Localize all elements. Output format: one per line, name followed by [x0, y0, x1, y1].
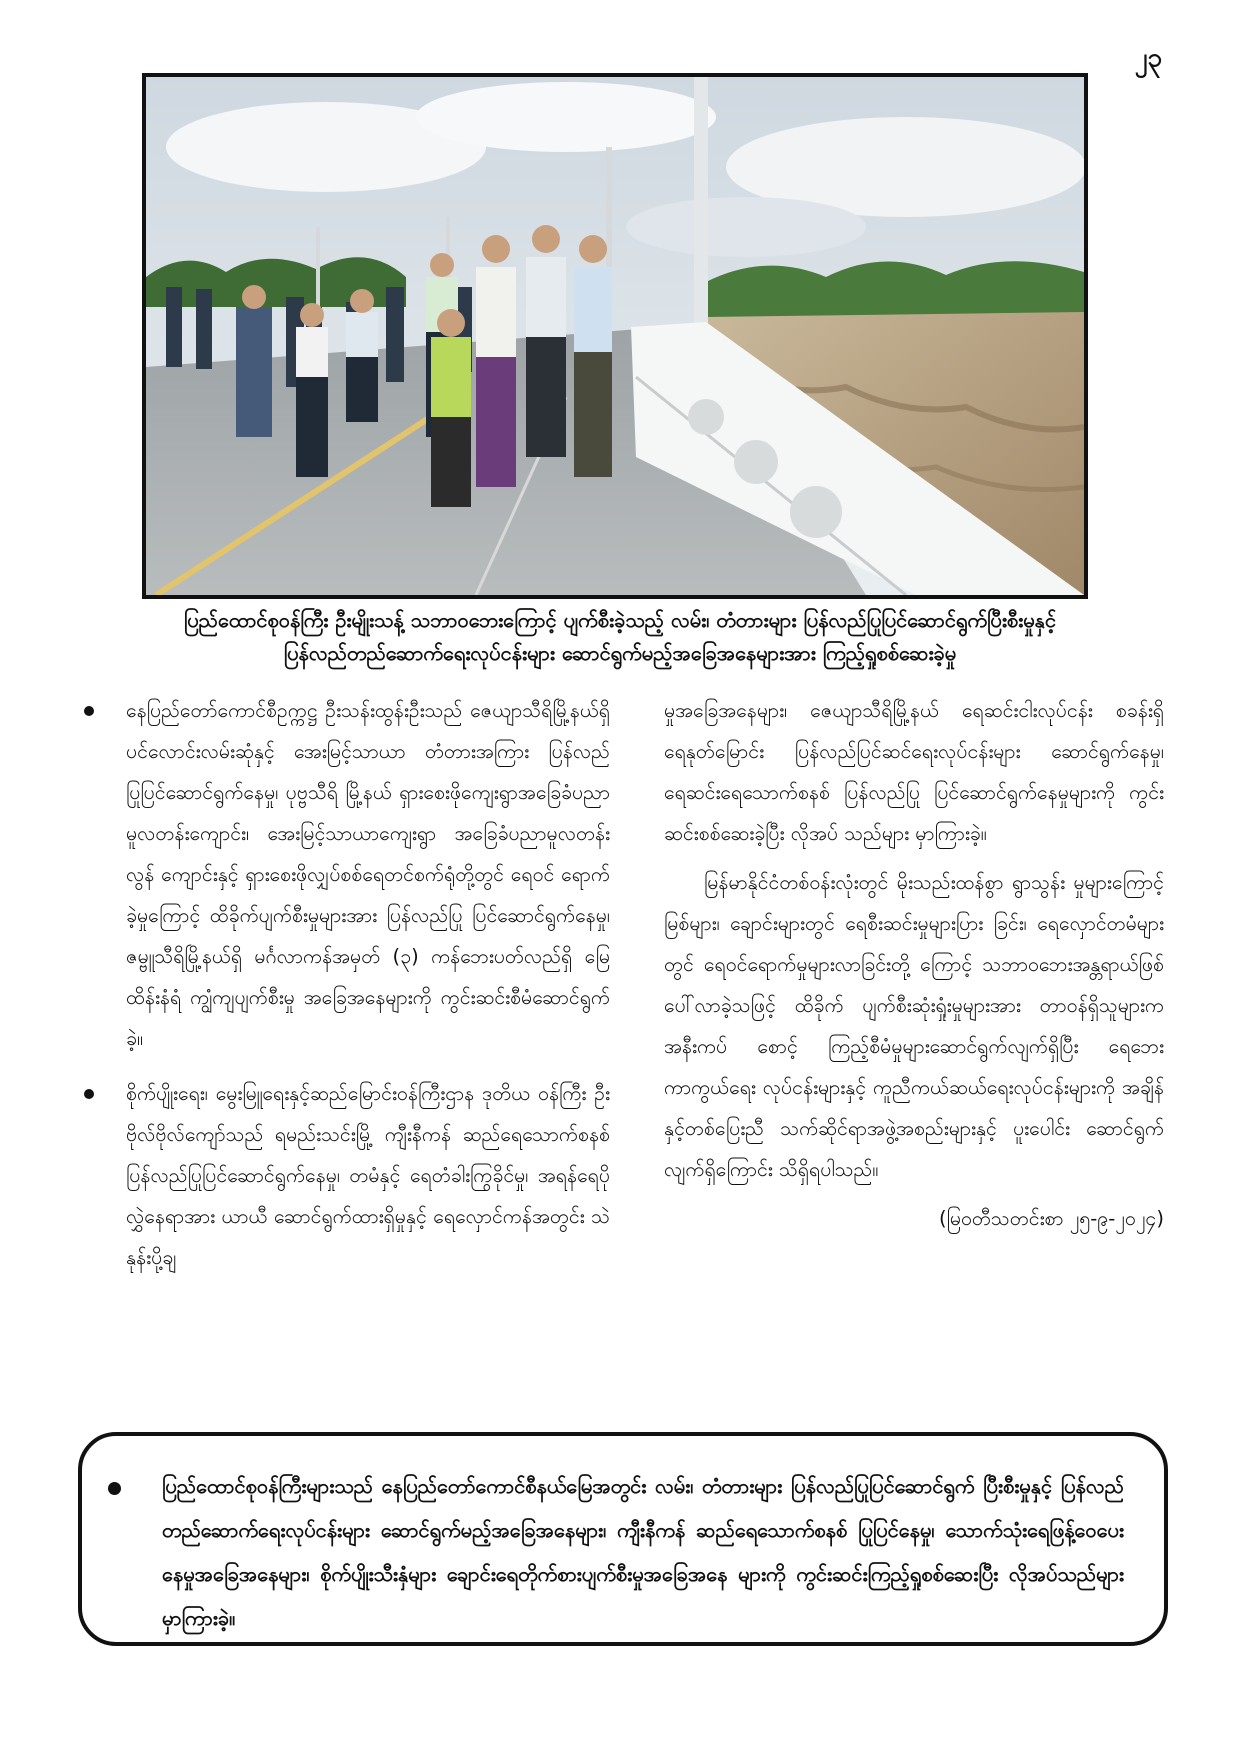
caption-line-1: ပြည်ထောင်စုဝန်ကြီး ဦးမျိုးသန့် သဘာဝဘေးကြောင့် ပျက်စီးခဲ့သည့် လမ်း၊ တံတားများ ပြန်လည်ပြုပြင်ဆောင်ရွက်ပြီးစီးမှုနှင့် — [183, 608, 1057, 632]
left-column — [78, 690, 610, 1292]
photo-caption — [100, 604, 1140, 670]
bullet-icon — [108, 1482, 121, 1495]
news-photo — [142, 73, 1088, 599]
left-paragraph-2: စိုက်ပျိုးရေး၊ မွေးမြူရေးနှင့်ဆည်မြောင်းဝန်ကြီးဌာန ဒုတိယ ဝန်ကြီး ဦးဗိုလ်ဗိုလ်ကျော်သည် ရမည်းသင်းမြို့ ကျီးနီကန် ဆည်ရေသောက်စနစ် ပြန်လည်ပြုပြင်ဆောင်ရွက်နေမှု၊ တမံနှင့် ရေတံခါးကြွခိုင်မှု၊ အရန်ရေပိုလွှဲနေရာအား ယာယီ ဆောင်ရွက်ထားရှိမှုနှင့် ရေလှောင်ကန်အတွင်း သဲနုန်းပို့ချ — [78, 1073, 610, 1278]
page-number: ၂၃ — [1134, 43, 1162, 73]
caption-line-2: ပြန်လည်တည်ဆောက်ရေးလုပ်ငန်းများ ဆောင်ရွက်မည့်အခြေအနေများအား ကြည့်ရှုစစ်ဆေးခဲ့မှု — [283, 641, 957, 665]
summary-box — [78, 1432, 1168, 1646]
summary-text: ပြည်ထောင်စုဝန်ကြီးများသည် နေပြည်တော်ကောင်စီနယ်မြေအတွင်း လမ်း၊ တံတားများ ပြန်လည်ပြုပြင်ဆောင်ရွက် ပြီးစီးမှုနှင့် ပြန်လည်တည်ဆောက်ရေးလုပ်ငန်းများ ဆောင်ရွက်မည့်အခြေအနေများ၊ ကျီးနီကန် ဆည်ရေသောက်စနစ် ပြုပြင်နေမှု၊ သောက်သုံးရေဖြန့်ဝေပေးနေမှုအခြေအနေများ၊ စိုက်ပျိုးသီးနှံများ ချောင်းရေတိုက်စားပျက်စီးမှုအခြေအနေ များကို ကွင်းဆင်းကြည့်ရှုစစ်ဆေးပြီး လိုအပ်သည်များ မှာကြားခဲ့။ — [162, 1474, 1124, 1630]
left-paragraph-1: နေပြည်တော်ကောင်စီဥက္ကဋ္ဌ ဦးသန်းထွန်းဦးသည် ဇေယျာသီရိမြို့နယ်ရှိ ပင်လောင်းလမ်းဆုံနှင့် အေးမြင့်သာယာ တံတားအကြား ပြန်လည်ပြုပြင်ဆောင်ရွက်နေမှု၊ ပုဗ္ဗသီရိ မြို့နယ် ရှားစေးဖိုကျေးရွာအခြေခံပညာမူလတန်းကျောင်း၊ အေးမြင့်သာယာကျေးရွာ အခြေခံပညာမူလတန်းလွန် ကျောင်းနှင့် ရှားစေးဖိုလျှပ်စစ်ရေတင်စက်ရုံတို့တွင် ရေဝင် ရောက်ခဲ့မှုကြောင့် ထိခိုက်ပျက်စီးမှုများအား ပြန်လည်ပြု ပြင်ဆောင်ရွက်နေမှု၊ ဇမ္ဗူသီရိမြို့နယ်ရှိ မင်္ဂလာကန်အမှတ် (၃) ကန်ဘေးပတ်လည်ရှိ မြေထိန်းနံရံ ကျွံကျပျက်စီးမှု အခြေအနေများကို ကွင်းဆင်းစီမံဆောင်ရွက်ခဲ့။ — [78, 690, 610, 1059]
right-column — [664, 690, 1164, 1239]
right-paragraph-2: မြန်မာနိုင်ငံတစ်ဝန်းလုံးတွင် မိုးသည်းထန်စွာ ရွာသွန်း မှုများကြောင့် မြစ်များ၊ ချောင်းများတွင် ရေစီးဆင်းမှုများပြား ခြင်း၊ ရေလှောင်တမံများတွင် ရေဝင်ရောက်မှုများလာခြင်းတို့ ကြောင့် သဘာဝဘေးအန္တရာယ်ဖြစ်ပေါ်လာခဲ့သဖြင့် ထိခိုက် ပျက်စီးဆုံးရှုံးမှုများအား တာဝန်ရှိသူများက အနီးကပ် စောင့် ကြည့်စီမံမှုများဆောင်ရွက်လျက်ရှိပြီး ရေဘေးကာကွယ်ရေး လုပ်ငန်းများနှင့် ကူညီကယ်ဆယ်ရေးလုပ်ငန်းများကို အချိန် နှင့်တစ်ပြေးညီ သက်ဆိုင်ရာအဖွဲ့အစည်းများနှင့် ပူးပေါင်း ဆောင်ရွက်လျက်ရှိကြောင်း သိရှိရပါသည်။ — [664, 871, 1164, 1181]
news-source: (မြဝတီသတင်းစာ ၂၅-၉-၂၀၂၄) — [938, 1207, 1164, 1230]
right-paragraph-1: မှုအခြေအနေများ၊ ဇေယျာသီရိမြို့နယ် ရေဆင်းငါးလုပ်ငန်း စခန်းရှိ ရေနုတ်မြောင်း ပြန်လည်ပြင်ဆင်ရေးလုပ်ငန်းများ ဆောင်ရွက်နေမှု၊ ရေဆင်းရေသောက်စနစ် ပြန်လည်ပြု ပြင်ဆောင်ရွက်နေမှုများကို ကွင်းဆင်းစစ်ဆေးခဲ့ပြီး လိုအပ် သည်များ မှာကြားခဲ့။ — [664, 699, 1164, 845]
